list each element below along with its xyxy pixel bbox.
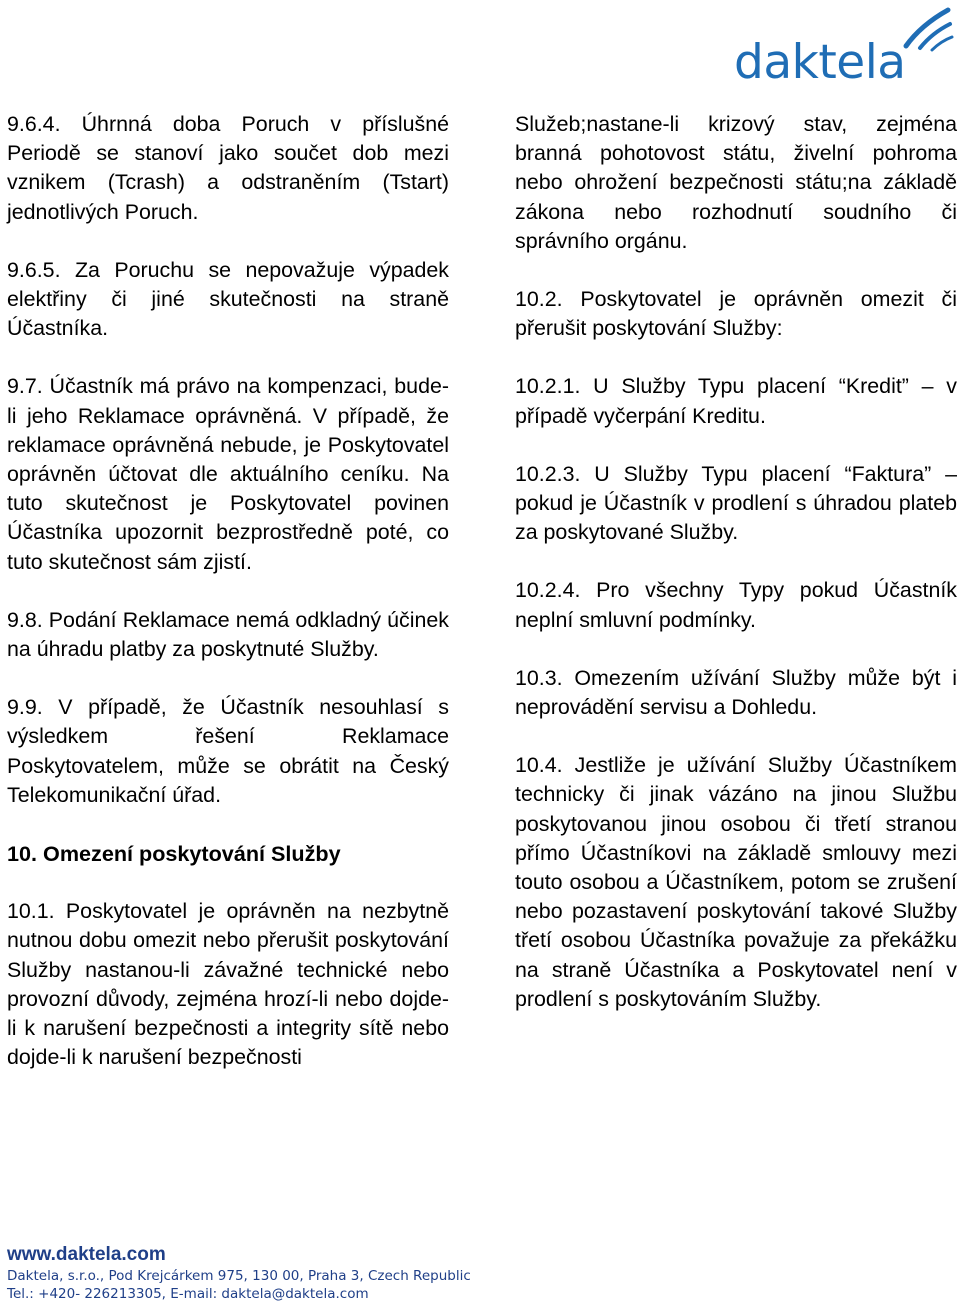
daktela-logo	[734, 2, 960, 92]
paragraph-10-1: 10.1. Poskytovatel je oprávněn na nezbytně nutnou dobu omezit nebo přerušit poskytování Služby nastanou-li závažné technické nebo provozní důvody, zejména hrozí-li nebo dojde-li k narušení bezpečnosti a integrity sítě nebo dojde-li k narušení bezpečnosti	[7, 899, 449, 1070]
logo-text: daktela	[734, 35, 906, 90]
paragraph-10-4: 10.4. Jestliže je užívání Služby Účastníkem technicky či jinak vázáno na jinou Službu poskytovanou jinou osobou či třetí stranou přímo Účastníkovi na základě smlouvy mezi touto osobou a Účastníkem, potom se zrušení nebo pozastavení poskytování takové Služby třetí osobou Účastníka považuje za překážku na straně Účastníka a Poskytovatel není v prodlení s poskytováním Služby.	[515, 753, 957, 1011]
footer-contact: Tel.: +420- 226213305, E-mail: daktela@daktela.com	[7, 1286, 369, 1302]
paragraph-9-8: 9.8. Podání Reklamace nemá odkladný účinek na úhradu platby za poskytnuté Služby.	[7, 607, 449, 662]
paragraph-9-7: 9.7. Účastník má právo na kompenzaci, bude-li jeho Reklamace oprávněná. V případě, že reklamace oprávněná nebude, je Poskytovatel oprávněn účtovat dle aktuálního ceníku. Na tuto skutečnost je Poskytovatel povinen Účastníka upozornit bezprostředně poté, co tuto skutečnost sám zjistí.	[7, 374, 449, 574]
paragraph-9-6-4: 9.6.4. Úhrnná doba Poruch v příslušné Periodě se stanoví jako součet dob mezi vznikem (Tcrash) a odstraněním (Tstart) jednotlivých Poruch.	[7, 112, 449, 224]
paragraph-9-9: 9.9. V případě, že Účastník nesouhlasí s výsledkem řešení Reklamace Poskytovatelem, může se obrátit na Český Telekomunikační úřad.	[7, 695, 449, 807]
paragraph-10-2: 10.2. Poskytovatel je oprávněn omezit či přerušit poskytování Služby:	[515, 287, 957, 341]
paragraph-10-3: 10.3. Omezením užívání Služby může být i neprovádění servisu a Dohledu.	[515, 665, 957, 720]
paragraph-continuation: Služeb;nastane-li krizový stav, zejména branná pohotovost státu, živelní pohroma nebo ohrožení bezpečnosti státu;na základě zákona nebo rozhodnutí soudního či správního orgánu.	[515, 112, 957, 253]
left-column	[7, 110, 449, 1072]
footer-url[interactable]: www.daktela.com	[7, 1244, 166, 1265]
footer	[7, 1243, 707, 1303]
paragraph-10-2-4: 10.2.4. Pro všechny Typy pokud Účastník neplní smluvní podmínky.	[515, 578, 957, 632]
paragraph-10-2-1: 10.2.1. U Služby Typu placení “Kredit” – v případě vyčerpání Kreditu.	[515, 374, 957, 428]
footer-address: Daktela, s.r.o., Pod Krejcárkem 975, 130 00, Praha 3, Czech Republic	[7, 1268, 471, 1284]
right-column	[515, 110, 957, 1014]
paragraph-9-6-5: 9.6.5. Za Poruchu se nepovažuje výpadek elektřiny či jiné skutečnosti na straně Účastníka.	[7, 257, 449, 341]
paragraph-10-2-3: 10.2.3. U Služby Typu placení “Faktura” – pokud je Účastník v prodlení s úhradou plateb za poskytované Služby.	[515, 461, 957, 545]
section-heading: 10. Omezení poskytování Služby	[7, 841, 341, 867]
